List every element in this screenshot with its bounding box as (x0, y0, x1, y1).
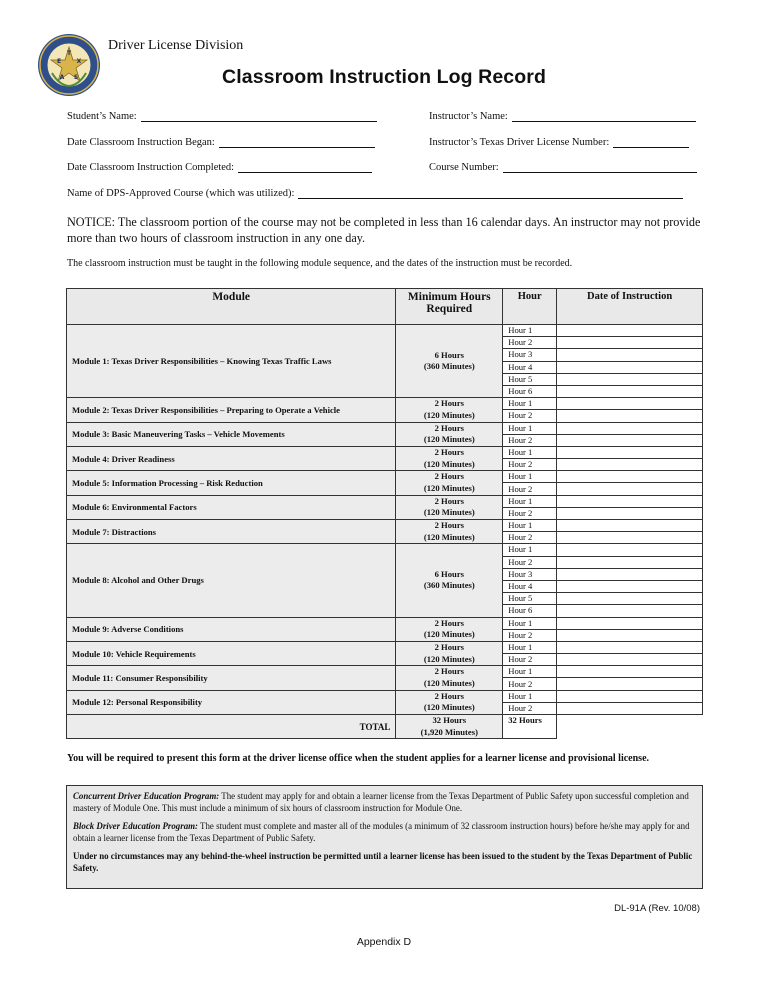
minimum-minutes-value: (120 Minutes) (423, 629, 475, 640)
hour-label-cell: Hour 1 (503, 666, 557, 678)
concurrent-program-lead: Concurrent Driver Education Program: (73, 791, 220, 801)
hour-label-cell: Hour 1 (503, 495, 557, 507)
minimum-hours-value: 2 Hours (434, 642, 464, 653)
module-name-cell: Module 4: Driver Readiness (67, 446, 396, 470)
hour-label-cell: Hour 2 (503, 532, 557, 544)
minimum-minutes-value: (120 Minutes) (423, 482, 475, 493)
minimum-hours-value: 2 Hours (434, 690, 464, 701)
date-of-instruction-cell[interactable] (557, 568, 703, 580)
page-title: Classroom Instruction Log Record (222, 66, 546, 88)
hour-label-cell: Hour 2 (503, 702, 557, 714)
hour-label-cell: Hour 4 (503, 361, 557, 373)
course-number-field (429, 162, 697, 173)
course-name-label: Name of DPS-Approved Course (which was utilized): (67, 188, 295, 199)
date-of-instruction-cell[interactable] (557, 446, 703, 458)
hour-column-header: Hour (503, 289, 557, 325)
module-name-cell: Module 12: Personal Responsibility (67, 690, 396, 714)
course-name-input[interactable] (298, 188, 683, 199)
minimum-hours-cell (396, 471, 503, 495)
total-minutes-value: (1,920 Minutes) (420, 726, 478, 737)
block-program-text: The student must complete and master all of the modules (a minimum of 32 classroom instruction hours) before he/she may apply for and obtain a learner license from the Texas Department of Public Safety. (73, 821, 690, 843)
minimum-hours-cell (396, 520, 503, 544)
minimum-hours-value: 2 Hours (434, 398, 464, 409)
instruction-log-table (66, 288, 703, 739)
table-row (67, 520, 703, 532)
hour-label-cell: Hour 4 (503, 580, 557, 592)
minimum-hours-cell (396, 544, 503, 617)
hour-label-cell: Hour 1 (503, 641, 557, 653)
date-of-instruction-cell[interactable] (557, 385, 703, 397)
date-column-header: Date of Instruction (557, 289, 703, 325)
table-row (67, 690, 703, 702)
hour-label-cell: Hour 2 (503, 337, 557, 349)
course-number-label: Course Number: (429, 162, 499, 173)
table-row (67, 641, 703, 653)
program-info-box (66, 785, 703, 889)
minimum-hours-value: 2 Hours (434, 666, 464, 677)
minimum-minutes-value: (120 Minutes) (423, 702, 475, 713)
date-of-instruction-cell[interactable] (557, 593, 703, 605)
course-number-input[interactable] (503, 162, 697, 173)
table-row (67, 617, 703, 629)
date-completed-field (67, 162, 372, 173)
block-program-lead: Block Driver Education Program: (73, 821, 198, 831)
date-of-instruction-cell[interactable] (557, 666, 703, 678)
table-row (67, 471, 703, 483)
module-name-cell: Module 1: Texas Driver Responsibilities – Knowing Texas Traffic Laws (67, 325, 396, 398)
minimum-minutes-value: (120 Minutes) (423, 653, 475, 664)
date-completed-label: Date Classroom Instruction Completed: (67, 162, 235, 173)
minimum-hours-cell (396, 325, 503, 398)
date-of-instruction-cell[interactable] (557, 507, 703, 519)
hour-label-cell: Hour 1 (503, 446, 557, 458)
date-of-instruction-cell[interactable] (557, 629, 703, 641)
seal-letter: T (66, 50, 72, 57)
date-of-instruction-cell[interactable] (557, 373, 703, 385)
date-of-instruction-cell[interactable] (557, 654, 703, 666)
minimum-hours-value: 2 Hours (434, 422, 464, 433)
date-of-instruction-cell[interactable] (557, 641, 703, 653)
hour-label-cell: Hour 1 (503, 520, 557, 532)
date-of-instruction-cell[interactable] (557, 398, 703, 410)
instructor-name-field (429, 111, 696, 122)
minimum-hours-cell (396, 446, 503, 470)
minimum-minutes-value: (120 Minutes) (423, 434, 475, 445)
hour-label-cell: Hour 2 (503, 678, 557, 690)
total-label-cell: TOTAL (67, 715, 396, 739)
minimum-hours-cell (396, 666, 503, 690)
hour-label-cell: Hour 2 (503, 654, 557, 666)
total-hours-value: 32 Hours (432, 715, 467, 725)
minimum-minutes-value: (120 Minutes) (423, 458, 475, 469)
date-of-instruction-cell[interactable] (557, 337, 703, 349)
date-of-instruction-cell[interactable] (557, 532, 703, 544)
date-of-instruction-cell[interactable] (557, 471, 703, 483)
minimum-hours-value: 6 Hours (434, 349, 464, 360)
date-of-instruction-cell[interactable] (557, 495, 703, 507)
total-hour-cell: 32 Hours (503, 715, 557, 739)
hour-label-cell: Hour 2 (503, 434, 557, 446)
concurrent-program-text: The student may apply for and obtain a learner license from the Texas Department of Public Safety upon successful completion and mastery of Module One. This must include a minimum of six hours of classroom instruction for Module One. (73, 791, 689, 813)
notice-text: NOTICE: The classroom portion of the course may not be completed in less than 16 calendar days. An instructor may not provide more than two hours of classroom instruction in any one day. (67, 215, 701, 245)
student-name-field (67, 111, 377, 122)
total-blank-cell (557, 715, 703, 739)
date-of-instruction-cell[interactable] (557, 459, 703, 471)
hour-label-cell: Hour 2 (503, 410, 557, 422)
warning-paragraph (73, 851, 696, 874)
table-row (67, 398, 703, 410)
date-of-instruction-cell[interactable] (557, 520, 703, 532)
instructor-license-input[interactable] (613, 137, 689, 148)
hour-label-cell: Hour 2 (503, 629, 557, 641)
table-row (67, 446, 703, 458)
hour-label-cell: Hour 5 (503, 593, 557, 605)
hour-label-cell: Hour 6 (503, 385, 557, 397)
hour-label-cell: Hour 2 (503, 459, 557, 471)
module-name-cell: Module 6: Environmental Factors (67, 495, 396, 519)
module-name-cell: Module 9: Adverse Conditions (67, 617, 396, 641)
date-completed-input[interactable] (238, 162, 372, 173)
hour-label-cell: Hour 2 (503, 483, 557, 495)
module-name-cell: Module 8: Alcohol and Other Drugs (67, 544, 396, 617)
date-of-instruction-cell[interactable] (557, 690, 703, 702)
date-began-label: Date Classroom Instruction Began: (67, 137, 215, 148)
instructor-license-label: Instructor’s Texas Driver License Number: (429, 137, 610, 148)
date-began-input[interactable] (219, 137, 375, 148)
module-column-header: Module (67, 289, 396, 325)
module-name-cell: Module 11: Consumer Responsibility (67, 666, 396, 690)
minimum-minutes-value: (120 Minutes) (423, 531, 475, 542)
required-note: You will be required to present this form at the driver license office when the student applies for a learner license and provisional license. (67, 753, 650, 764)
date-of-instruction-cell[interactable] (557, 617, 703, 629)
concurrent-program-paragraph (73, 791, 696, 814)
course-name-field (67, 188, 683, 199)
instructor-license-field (429, 137, 689, 148)
total-hours-cell (396, 715, 503, 739)
hour-label-cell: Hour 3 (503, 568, 557, 580)
minimum-hours-cell (396, 422, 503, 446)
table-row (67, 666, 703, 678)
module-name-cell: Module 10: Vehicle Requirements (67, 641, 396, 665)
division-name: Driver License Division (108, 38, 244, 53)
minimum-hours-value: 2 Hours (434, 617, 464, 628)
seal-letter: S (73, 74, 79, 81)
instructor-name-label: Instructor’s Name: (429, 111, 508, 122)
hour-label-cell: Hour 1 (503, 325, 557, 337)
date-of-instruction-cell[interactable] (557, 422, 703, 434)
module-name-cell: Module 3: Basic Maneuvering Tasks – Vehicle Movements (67, 422, 396, 446)
hour-label-cell: Hour 2 (503, 507, 557, 519)
module-name-cell: Module 5: Information Processing – Risk Reduction (67, 471, 396, 495)
table-row (67, 422, 703, 434)
total-row (67, 715, 703, 739)
date-of-instruction-cell[interactable] (557, 483, 703, 495)
date-of-instruction-cell[interactable] (557, 556, 703, 568)
minimum-hours-value: 2 Hours (434, 471, 464, 482)
module-name-cell: Module 7: Distractions (67, 520, 396, 544)
student-name-label: Student’s Name: (67, 111, 137, 122)
date-of-instruction-cell[interactable] (557, 325, 703, 337)
date-of-instruction-cell[interactable] (557, 702, 703, 714)
minimum-hours-value: 6 Hours (434, 568, 464, 579)
date-of-instruction-cell[interactable] (557, 544, 703, 556)
warning-text: Under no circumstances may any behind-the-wheel instruction be permitted until a learner license has been issued to the student by the Texas Department of Public Safety. (73, 851, 693, 873)
block-program-paragraph (73, 821, 696, 844)
appendix-label: Appendix D (356, 936, 412, 948)
hour-label-cell: Hour 1 (503, 422, 557, 434)
hour-label-cell: Hour 1 (503, 617, 557, 629)
form-revision: DL-91A (Rev. 10/08) (614, 903, 700, 914)
minimum-hours-value: 2 Hours (434, 520, 464, 531)
minimum-minutes-value: (360 Minutes) (423, 361, 475, 372)
sequence-note: The classroom instruction must be taught in the following module sequence, and the dates of the instruction must be recorded. (67, 258, 573, 269)
date-of-instruction-cell[interactable] (557, 361, 703, 373)
date-of-instruction-cell[interactable] (557, 605, 703, 617)
table-body (67, 325, 703, 739)
table-row (67, 544, 703, 556)
date-of-instruction-cell[interactable] (557, 410, 703, 422)
date-of-instruction-cell[interactable] (557, 349, 703, 361)
module-name-cell: Module 2: Texas Driver Responsibilities – Preparing to Operate a Vehicle (67, 398, 396, 422)
minimum-hours-cell (396, 398, 503, 422)
instructor-name-input[interactable] (512, 111, 696, 122)
date-of-instruction-cell[interactable] (557, 580, 703, 592)
minimum-minutes-value: (120 Minutes) (423, 677, 475, 688)
hour-label-cell: Hour 1 (503, 690, 557, 702)
hour-label-cell: Hour 2 (503, 556, 557, 568)
hour-label-cell: Hour 5 (503, 373, 557, 385)
minimum-minutes-value: (120 Minutes) (423, 409, 475, 420)
date-of-instruction-cell[interactable] (557, 678, 703, 690)
seal-letter: X (76, 58, 82, 65)
table-row (67, 325, 703, 337)
minimum-hours-cell (396, 641, 503, 665)
minimum-hours-cell (396, 690, 503, 714)
date-of-instruction-cell[interactable] (557, 434, 703, 446)
seal-letter: E (56, 58, 62, 65)
minimum-hours-cell (396, 617, 503, 641)
hour-label-cell: Hour 3 (503, 349, 557, 361)
hour-label-cell: Hour 1 (503, 398, 557, 410)
hour-label-cell: Hour 1 (503, 544, 557, 556)
minimum-hours-value: 2 Hours (434, 495, 464, 506)
minimum-minutes-value: (120 Minutes) (423, 507, 475, 518)
hour-label-cell: Hour 1 (503, 471, 557, 483)
minimum-hours-column-header: Minimum Hours Required (396, 289, 503, 325)
table-row (67, 495, 703, 507)
minimum-minutes-value: (360 Minutes) (423, 580, 475, 591)
table-header-row (67, 289, 703, 325)
minimum-hours-value: 2 Hours (434, 447, 464, 458)
date-began-field (67, 137, 375, 148)
minimum-hours-cell (396, 495, 503, 519)
student-name-input[interactable] (141, 111, 377, 122)
seal-letter: A (59, 74, 65, 81)
hour-label-cell: Hour 6 (503, 605, 557, 617)
